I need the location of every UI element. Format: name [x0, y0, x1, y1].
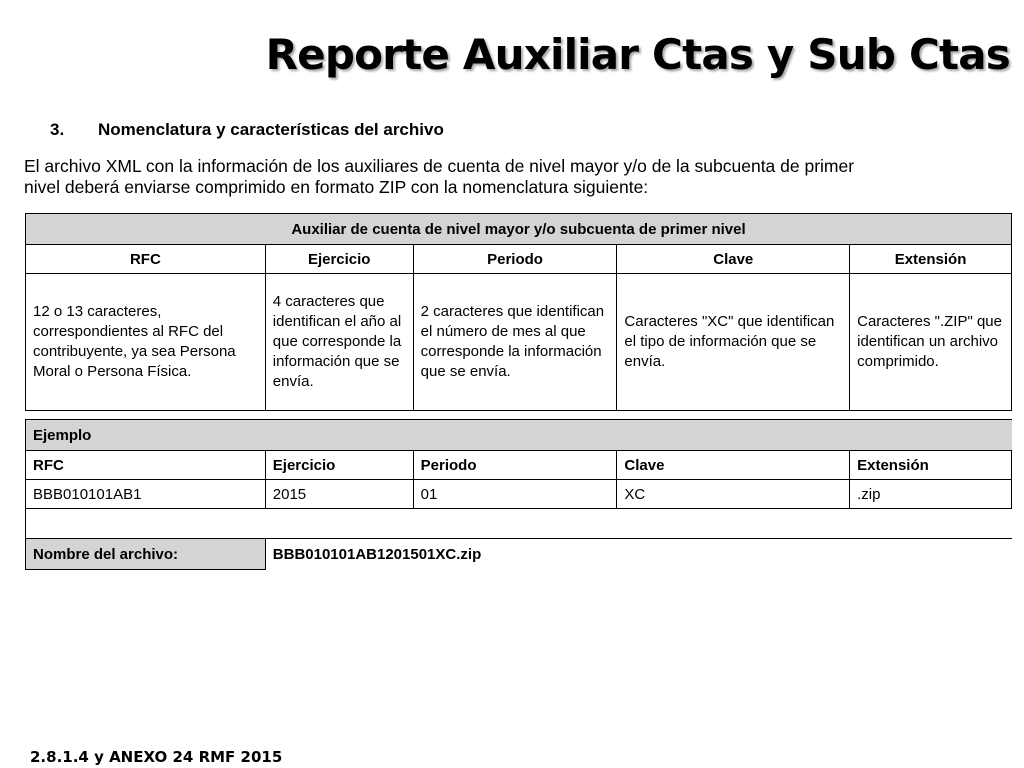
- example-header-extension: Extensión: [850, 451, 1012, 480]
- spec-desc-periodo: 2 caracteres que identifican el número de mes al que corresponde la información que se envía.: [413, 274, 617, 411]
- empty-cell: [850, 509, 1012, 539]
- spec-header-ejercicio: Ejercicio: [265, 245, 413, 274]
- spec-desc-clave: Caracteres "XC" que identifican el tipo de información que se envía.: [617, 274, 850, 411]
- example-title-row: [26, 420, 1012, 451]
- example-value-periodo: 01: [413, 480, 617, 509]
- example-title: Ejemplo: [26, 420, 1012, 451]
- spec-table-title: Auxiliar de cuenta de nivel mayor y/o subcuenta de primer nivel: [26, 214, 1012, 245]
- spec-header-rfc: RFC: [26, 245, 266, 274]
- example-value-row: [26, 480, 1012, 509]
- section-number: 3.: [50, 120, 65, 139]
- file-name-value: BBB010101AB1201501XC.zip: [265, 539, 1011, 570]
- example-value-ejercicio: 2015: [265, 480, 413, 509]
- section-heading-text: Nomenclatura y características del archivo: [98, 120, 444, 139]
- spec-header-clave: Clave: [617, 245, 850, 274]
- example-header-row: [26, 451, 1012, 480]
- spec-desc-extension: Caracteres ".ZIP" que identifican un archivo comprimido.: [850, 274, 1012, 411]
- spec-title-row: [26, 214, 1012, 245]
- spec-desc-rfc: 12 o 13 caracteres, correspondientes al RFC del contribuyente, ya sea Persona Moral o Persona Física.: [26, 274, 266, 411]
- example-value-clave: XC: [617, 480, 850, 509]
- example-header-rfc: RFC: [26, 451, 266, 480]
- example-header-clave: Clave: [617, 451, 850, 480]
- file-name-row: [26, 539, 1012, 570]
- intro-paragraph: [24, 156, 1009, 198]
- spec-desc-ejercicio: 4 caracteres que identifican el año al que corresponde la información que se envía.: [265, 274, 413, 411]
- example-value-extension: .zip: [850, 480, 1012, 509]
- empty-cell: [617, 509, 850, 539]
- empty-cell: [413, 509, 617, 539]
- example-value-rfc: BBB010101AB1: [26, 480, 266, 509]
- empty-cell: [265, 509, 413, 539]
- slide-title: Reporte Auxiliar Ctas y Sub Ctas: [265, 30, 1010, 79]
- example-table: [25, 419, 1012, 570]
- intro-line-2: nivel deberá enviarse comprimido en formato ZIP con la nomenclatura siguiente:: [24, 177, 649, 197]
- spec-header-extension: Extensión: [850, 245, 1012, 274]
- specification-table: [25, 213, 1012, 411]
- empty-cell: [26, 509, 266, 539]
- example-empty-row: [26, 509, 1012, 539]
- spec-header-periodo: Periodo: [413, 245, 617, 274]
- section-heading: [50, 120, 444, 140]
- spec-description-row: [26, 274, 1012, 411]
- footer-reference: 2.8.1.4 y ANEXO 24 RMF 2015: [30, 748, 283, 766]
- example-header-periodo: Periodo: [413, 451, 617, 480]
- file-name-label: Nombre del archivo:: [26, 539, 266, 570]
- example-header-ejercicio: Ejercicio: [265, 451, 413, 480]
- spec-header-row: [26, 245, 1012, 274]
- intro-line-1: El archivo XML con la información de los auxiliares de cuenta de nivel mayor y/o de la subcuenta de primer: [24, 156, 855, 176]
